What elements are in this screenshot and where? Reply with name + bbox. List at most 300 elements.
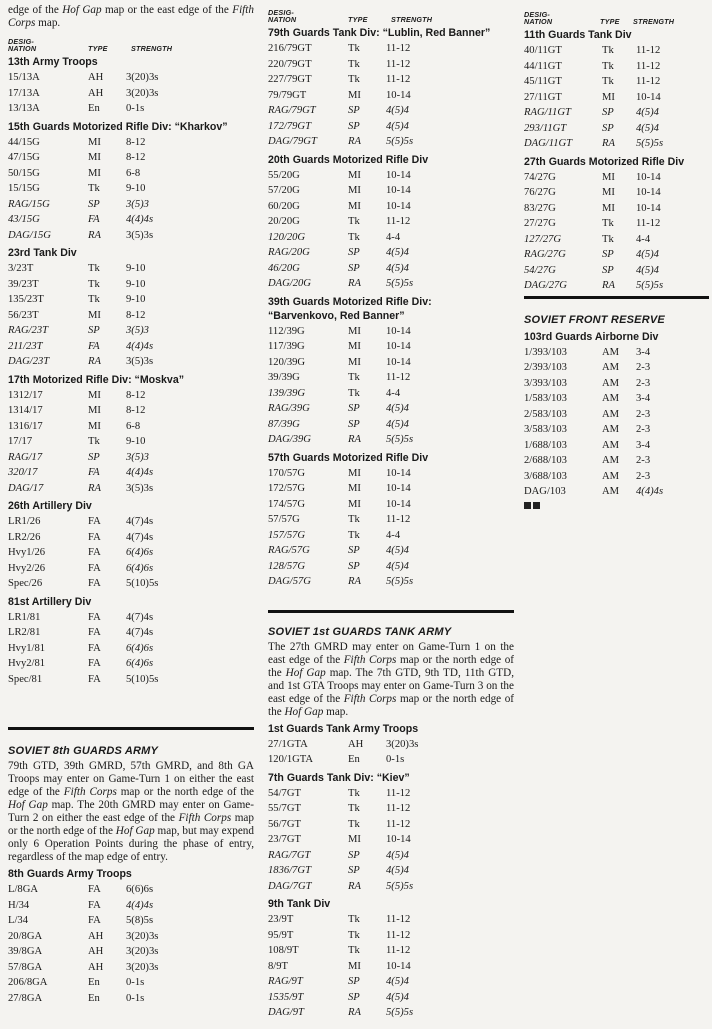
unit-type: Tk xyxy=(348,914,360,925)
unit-type: SP xyxy=(348,849,360,861)
unit-row xyxy=(268,134,514,150)
unit-strength: 3(20)3s xyxy=(126,87,159,99)
unit-designation: 54/27G xyxy=(524,264,556,276)
unit-designation: 3/393/103 xyxy=(524,377,567,389)
unit-row xyxy=(524,376,709,392)
unit-group xyxy=(8,868,254,1006)
unit-strength: 11-12 xyxy=(636,76,661,87)
unit-row xyxy=(524,453,709,469)
unit-strength: 6(4)6s xyxy=(126,547,154,558)
paragraph-segment: Fifth Corps xyxy=(178,812,232,824)
unit-group xyxy=(268,296,514,448)
unit-designation: 172/57G xyxy=(268,483,306,494)
unit-row xyxy=(524,136,709,152)
unit-designation: 39/39G xyxy=(268,372,300,383)
unit-group-title: 26th Artillery Div xyxy=(8,500,92,512)
unit-strength: 3(20)3s xyxy=(386,738,419,750)
unit-group-title-cont: “Barvenkovo, Red Banner” xyxy=(268,309,405,322)
unit-strength: 2-3 xyxy=(636,455,651,466)
unit-group-title: 57th Guards Motorized Rifle Div xyxy=(268,451,429,464)
unit-type: MI xyxy=(602,91,615,103)
unit-strength: 9-10 xyxy=(126,278,146,290)
unit-strength: 10-14 xyxy=(386,325,411,337)
unit-strength: 10-14 xyxy=(386,834,411,845)
unit-group-title: 39th Guards Motorized Rifle Div: xyxy=(268,295,432,308)
unit-row xyxy=(8,530,254,546)
unit-row xyxy=(268,57,514,73)
unit-type: SP xyxy=(88,325,100,336)
unit-designation: H/34 xyxy=(8,899,30,911)
unit-type: SP xyxy=(348,120,360,132)
unit-type: RA xyxy=(602,138,615,149)
unit-type: MI xyxy=(348,356,361,368)
unit-strength: 4(4)4s xyxy=(636,486,664,497)
unit-designation: 17/13A xyxy=(8,87,40,99)
unit-type: SP xyxy=(348,976,360,987)
unit-type: SP xyxy=(348,560,360,572)
unit-designation: 206/8GA xyxy=(8,977,48,988)
unit-designation: RAG/20G xyxy=(268,247,310,258)
unit-type: FA xyxy=(88,340,100,352)
unit-type: AH xyxy=(88,930,104,942)
unit-strength: 11-12 xyxy=(386,945,411,956)
paragraph-segment: Fifth Corps xyxy=(343,653,397,666)
unit-designation: 27/11GT xyxy=(524,91,562,103)
unit-group xyxy=(268,898,514,1021)
unit-group-title: 81st Artillery Div xyxy=(8,595,92,608)
unit-type: Tk xyxy=(602,233,614,245)
unit-type: SP xyxy=(602,122,614,134)
unit-row xyxy=(524,105,709,121)
unit-group xyxy=(8,596,254,688)
unit-strength: 0-1s xyxy=(126,103,145,114)
unit-strength: 6(6)6s xyxy=(126,884,154,895)
unit-type: Tk xyxy=(348,43,360,54)
unit-group xyxy=(268,723,514,768)
paragraph-segment: Fifth Corps xyxy=(63,786,117,798)
unit-row xyxy=(524,90,709,106)
unit-row xyxy=(8,101,254,117)
unit-strength: 10-14 xyxy=(636,187,661,198)
unit-designation: 1836/7GT xyxy=(268,865,311,876)
unit-strength: 8-12 xyxy=(126,405,146,416)
unit-group xyxy=(8,374,254,497)
unit-designation: 216/79GT xyxy=(268,43,312,54)
unit-type: SP xyxy=(348,865,360,876)
unit-strength: 5(5)5s xyxy=(386,880,414,892)
unit-strength: 5(5)5s xyxy=(636,280,664,291)
unit-type: MI xyxy=(348,498,361,510)
section-title: SOVIET FRONT RESERVE xyxy=(524,313,665,326)
unit-strength: 4(5)4 xyxy=(386,560,409,572)
unit-strength: 4(5)4 xyxy=(636,122,659,134)
unit-strength: 10-14 xyxy=(386,341,411,352)
unit-row xyxy=(268,245,514,261)
unit-row xyxy=(268,863,514,879)
unit-strength: 3(20)3s xyxy=(126,930,159,942)
unit-type: RA xyxy=(88,229,101,241)
unit-group xyxy=(268,772,514,895)
unit-row xyxy=(8,450,254,466)
unit-strength: 11-12 xyxy=(386,914,411,925)
table-header-row xyxy=(8,38,254,52)
unit-type: AM xyxy=(602,439,620,451)
unit-type: FA xyxy=(88,214,100,225)
paragraph-segment: map, but may expend only 6 Operation Points during the phase of entry, regardless of the map edge of entry. xyxy=(8,825,254,863)
unit-row xyxy=(524,201,709,217)
unit-type: RA xyxy=(348,434,361,445)
unit-designation: 57/8GA xyxy=(8,961,43,973)
unit-groups xyxy=(268,27,514,590)
unit-type: MI xyxy=(348,960,361,972)
unit-row xyxy=(524,74,709,90)
unit-strength: 9-10 xyxy=(126,294,146,305)
unit-type: FA xyxy=(88,467,100,478)
unit-designation: 76/27G xyxy=(524,187,556,198)
unit-designation: 39/8GA xyxy=(8,946,43,957)
unit-row xyxy=(268,355,514,371)
unit-strength: 11-12 xyxy=(386,43,411,54)
unit-strength: 0-1s xyxy=(386,754,405,765)
unit-row xyxy=(8,70,254,86)
unit-row xyxy=(268,230,514,246)
unit-type: MI xyxy=(348,185,361,196)
unit-strength: 3(5)3s xyxy=(126,482,154,494)
unit-designation: DAG/27G xyxy=(524,280,567,291)
unit-designation: 1314/17 xyxy=(8,405,43,416)
unit-type: MI xyxy=(88,389,101,401)
unit-designation: 128/57G xyxy=(268,560,306,572)
unit-strength: 6-8 xyxy=(126,420,141,432)
unit-designation: 112/39G xyxy=(268,325,305,337)
unit-designation: 20/20G xyxy=(268,216,300,227)
unit-row xyxy=(268,990,514,1006)
unit-group xyxy=(8,56,254,117)
unit-group-title: 17th Motorized Rifle Div: “Moskva” xyxy=(8,373,185,386)
paragraph-segment: The 27th GMRD may enter on Game-Turn 1 on the east edge of the xyxy=(268,640,514,666)
unit-group-title: 13th Army Troops xyxy=(8,56,98,68)
unit-strength: 4(7)4s xyxy=(126,627,154,638)
unit-type: MI xyxy=(88,405,101,416)
unit-strength: 4(5)4 xyxy=(386,120,409,132)
unit-strength: 10-14 xyxy=(636,91,661,103)
unit-designation: Spec/26 xyxy=(8,578,43,589)
unit-strength: 11-12 xyxy=(636,45,661,56)
unit-type: Tk xyxy=(602,76,614,87)
unit-type: FA xyxy=(88,884,101,895)
unit-type: MI xyxy=(88,167,101,179)
unit-type: Tk xyxy=(348,231,360,243)
paragraph-segment: map or the north edge of the xyxy=(268,653,515,679)
unit-type: Tk xyxy=(88,278,100,290)
unit-designation: 27/27G xyxy=(524,218,556,229)
header-strength: STRENGTH xyxy=(633,17,675,26)
section-1st-guards-tank-army xyxy=(268,625,514,1021)
unit-row xyxy=(524,278,709,294)
unit-designation: Hvy2/81 xyxy=(8,658,46,669)
unit-designation: Hvy2/26 xyxy=(8,562,46,574)
unit-strength: 4(5)4 xyxy=(386,262,409,274)
unit-designation: 27/1GTA xyxy=(268,738,308,750)
unit-strength: 8-12 xyxy=(126,152,146,163)
unit-strength: 4(4)4s xyxy=(126,899,154,911)
unit-row xyxy=(8,561,254,577)
unit-row xyxy=(268,261,514,277)
unit-designation: L/34 xyxy=(8,915,29,926)
unit-row xyxy=(8,929,254,945)
unit-designation: DAG/15G xyxy=(8,229,51,241)
unit-type: Tk xyxy=(348,529,360,541)
unit-designation: DAG/57G xyxy=(268,576,311,587)
unit-designation: 127/27G xyxy=(524,233,562,245)
unit-designation: DAG/17 xyxy=(8,482,44,494)
section-paragraph xyxy=(8,760,254,864)
unit-designation: LR2/81 xyxy=(8,627,41,638)
unit-type: RA xyxy=(348,880,361,892)
unit-strength: 5(5)5s xyxy=(386,278,414,289)
unit-type: MI xyxy=(602,171,615,183)
unit-strength: 4(7)4s xyxy=(126,611,154,623)
unit-type: SP xyxy=(348,105,360,116)
unit-strength: 8-12 xyxy=(126,309,146,321)
unit-strength: 4(5)4 xyxy=(386,545,409,556)
unit-strength: 5(5)5s xyxy=(386,136,414,147)
header-type: TYPE xyxy=(348,15,368,24)
unit-row xyxy=(8,672,254,688)
unit-designation: 120/39G xyxy=(268,356,306,368)
paragraph-segment: Hof Gap xyxy=(8,799,48,811)
unit-row xyxy=(8,261,254,277)
unit-strength: 10-14 xyxy=(386,185,411,196)
unit-designation: 47/15G xyxy=(8,152,40,163)
unit-type: FA xyxy=(88,642,101,654)
unit-row xyxy=(8,419,254,435)
unit-strength: 4(5)4 xyxy=(636,264,659,276)
unit-row xyxy=(268,324,514,340)
unit-type: SP xyxy=(88,451,100,463)
header-strength: STRENGTH xyxy=(391,15,433,24)
unit-row xyxy=(524,185,709,201)
unit-designation: RAG/15G xyxy=(8,198,50,210)
unit-strength: 11-12 xyxy=(386,818,411,830)
unit-row xyxy=(268,928,514,944)
intro-text: edge of the Hof Gap map or the east edge of the Fifth Corps map. xyxy=(8,4,254,29)
unit-type: SP xyxy=(602,249,614,260)
unit-strength: 2-3 xyxy=(636,408,651,420)
unit-strength: 5(10)5s xyxy=(126,673,159,685)
unit-row xyxy=(524,484,709,500)
unit-row xyxy=(8,212,254,228)
unit-strength: 4(5)4 xyxy=(636,249,659,260)
unit-row xyxy=(268,1005,514,1021)
unit-group-title: 20th Guards Motorized Rifle Div xyxy=(268,153,429,166)
unit-group xyxy=(524,331,709,500)
unit-type: MI xyxy=(348,325,361,337)
unit-row xyxy=(524,263,709,279)
unit-strength: 4(4)4s xyxy=(126,214,154,225)
unit-type: Tk xyxy=(348,787,360,799)
paragraph-segment: Fifth Corps xyxy=(343,692,397,705)
unit-type: AH xyxy=(88,72,104,83)
unit-designation: RAG/79GT xyxy=(268,105,316,116)
paragraph-segment: 79th GTD, 39th GMRD, 57th GMRD, and 8th GA Troops may enter on Game-Turn 1 on either the east edge of the xyxy=(8,760,254,798)
unit-row xyxy=(268,432,514,448)
unit-type: Tk xyxy=(348,387,360,399)
unit-group xyxy=(268,154,514,292)
unit-row xyxy=(8,882,254,898)
unit-designation: DAG/20G xyxy=(268,278,311,289)
unit-designation: 2/393/103 xyxy=(524,362,567,373)
unit-type: RA xyxy=(348,136,361,147)
unit-strength: 10-14 xyxy=(386,89,411,101)
unit-designation: RAG/57G xyxy=(268,545,310,556)
table-header-row xyxy=(268,9,514,23)
unit-row xyxy=(268,386,514,402)
unit-designation: 56/7GT xyxy=(268,818,301,830)
section-front-reserve xyxy=(524,313,709,500)
unit-type: MI xyxy=(602,202,615,214)
unit-type: Tk xyxy=(348,803,360,814)
unit-designation: 95/9T xyxy=(268,929,294,941)
unit-type: En xyxy=(88,977,100,988)
unit-group xyxy=(8,247,254,370)
unit-type: FA xyxy=(88,899,101,911)
unit-designation: 44/11GT xyxy=(524,60,562,72)
unit-designation: 1/393/103 xyxy=(524,346,567,358)
unit-strength: 3(20)3s xyxy=(126,72,159,83)
unit-strength: 4-4 xyxy=(636,233,651,245)
unit-strength: 4(5)4 xyxy=(386,991,409,1003)
unit-strength: 5(5)5s xyxy=(386,576,414,587)
unit-type: AM xyxy=(602,377,620,389)
unit-strength: 0-1s xyxy=(126,977,145,988)
unit-type: MI xyxy=(88,136,101,148)
unit-row xyxy=(268,943,514,959)
unit-strength: 3-4 xyxy=(636,393,651,404)
unit-row xyxy=(524,59,709,75)
unit-strength: 5(5)5s xyxy=(386,434,414,445)
unit-designation: 120/1GTA xyxy=(268,754,314,765)
unit-designation: 15/13A xyxy=(8,72,40,83)
unit-type: RA xyxy=(348,1007,361,1018)
unit-group xyxy=(8,121,254,244)
unit-designation: 45/11GT xyxy=(524,76,562,87)
unit-strength: 4-4 xyxy=(386,231,401,243)
unit-strength: 4(5)4 xyxy=(386,105,409,116)
table-header xyxy=(524,11,709,25)
unit-designation: 211/23T xyxy=(8,340,43,352)
paragraph-segment: Hof Gap xyxy=(115,825,155,837)
unit-strength: 3(5)3 xyxy=(126,451,149,463)
unit-row xyxy=(268,543,514,559)
unit-type: SP xyxy=(348,418,360,430)
unit-type: Tk xyxy=(348,74,360,85)
unit-designation: 43/15G xyxy=(8,214,40,225)
unit-type: RA xyxy=(88,356,101,367)
unit-row xyxy=(268,879,514,895)
unit-designation: DAG/7GT xyxy=(268,880,312,892)
unit-strength: 9-10 xyxy=(126,263,146,274)
unit-designation: 1312/17 xyxy=(8,389,43,401)
unit-strength: 11-12 xyxy=(636,60,661,72)
unit-strength: 4(4)4s xyxy=(126,340,154,352)
unit-designation: 57/57G xyxy=(268,514,300,525)
unit-group-title: 15th Guards Motorized Rifle Div: “Kharkov” xyxy=(8,120,228,133)
unit-strength: 3-4 xyxy=(636,346,651,358)
unit-type: MI xyxy=(348,89,361,101)
unit-designation: 57/20G xyxy=(268,185,300,196)
unit-row xyxy=(8,944,254,960)
unit-row xyxy=(524,247,709,263)
unit-type: SP xyxy=(348,991,360,1003)
unit-strength: 4(4)4s xyxy=(126,467,154,478)
unit-groups xyxy=(524,29,709,294)
unit-row xyxy=(8,150,254,166)
unit-type: SP xyxy=(348,262,360,274)
unit-designation: Hvy1/81 xyxy=(8,642,46,654)
unit-type: MI xyxy=(348,467,361,479)
unit-type: MI xyxy=(348,169,361,181)
unit-designation: 139/39G xyxy=(268,387,306,399)
unit-type: Tk xyxy=(88,436,100,447)
unit-type: AH xyxy=(348,738,364,750)
unit-type: MI xyxy=(602,187,615,198)
unit-designation: 3/23T xyxy=(8,263,34,274)
unit-strength: 3(5)3s xyxy=(126,356,154,367)
unit-strength: 5(5)5s xyxy=(636,138,664,149)
table-header-row xyxy=(524,11,709,25)
square-icon xyxy=(533,502,540,509)
unit-type: FA xyxy=(88,673,101,685)
unit-row xyxy=(268,417,514,433)
unit-row xyxy=(8,292,254,308)
section-title: SOVIET 1st GUARDS TANK ARMY xyxy=(268,625,452,638)
unit-row xyxy=(268,103,514,119)
unit-designation: RAG/9T xyxy=(268,976,303,987)
unit-row xyxy=(524,43,709,59)
paragraph-segment: map. The 20th GMRD may enter on Game-Turn 2 on either the east edge of the xyxy=(8,799,254,824)
unit-row xyxy=(8,960,254,976)
header-strength: STRENGTH xyxy=(131,44,173,53)
unit-row xyxy=(524,422,709,438)
unit-type: MI xyxy=(88,420,101,432)
unit-type: SP xyxy=(348,247,360,258)
unit-type: FA xyxy=(88,578,101,589)
unit-strength: 10-14 xyxy=(386,498,411,510)
unit-row xyxy=(524,407,709,423)
unit-strength: 4(5)4 xyxy=(636,107,659,118)
unit-row xyxy=(8,228,254,244)
end-mark-squares xyxy=(524,502,709,509)
unit-group-title: 103rd Guards Airborne Div xyxy=(524,330,659,343)
unit-row xyxy=(8,991,254,1007)
unit-designation: 157/57G xyxy=(268,529,306,541)
unit-strength: 6(4)6s xyxy=(126,642,154,654)
unit-designation: 108/9T xyxy=(268,945,299,956)
unit-designation: 39/23T xyxy=(8,278,39,290)
unit-group-title: 27th Guards Motorized Rifle Div xyxy=(524,155,685,168)
unit-strength: 2-3 xyxy=(636,470,651,482)
unit-designation: 83/27G xyxy=(524,202,556,214)
unit-designation: 17/17 xyxy=(8,436,33,447)
unit-type: MI xyxy=(348,341,361,352)
unit-group-title: 7th Guards Tank Div: “Kiev” xyxy=(268,771,410,784)
unit-type: FA xyxy=(88,915,101,926)
unit-group-title: 23rd Tank Div xyxy=(8,247,77,259)
unit-strength: 5(8)5s xyxy=(126,915,154,926)
unit-row xyxy=(268,41,514,57)
unit-type: Tk xyxy=(348,945,360,956)
